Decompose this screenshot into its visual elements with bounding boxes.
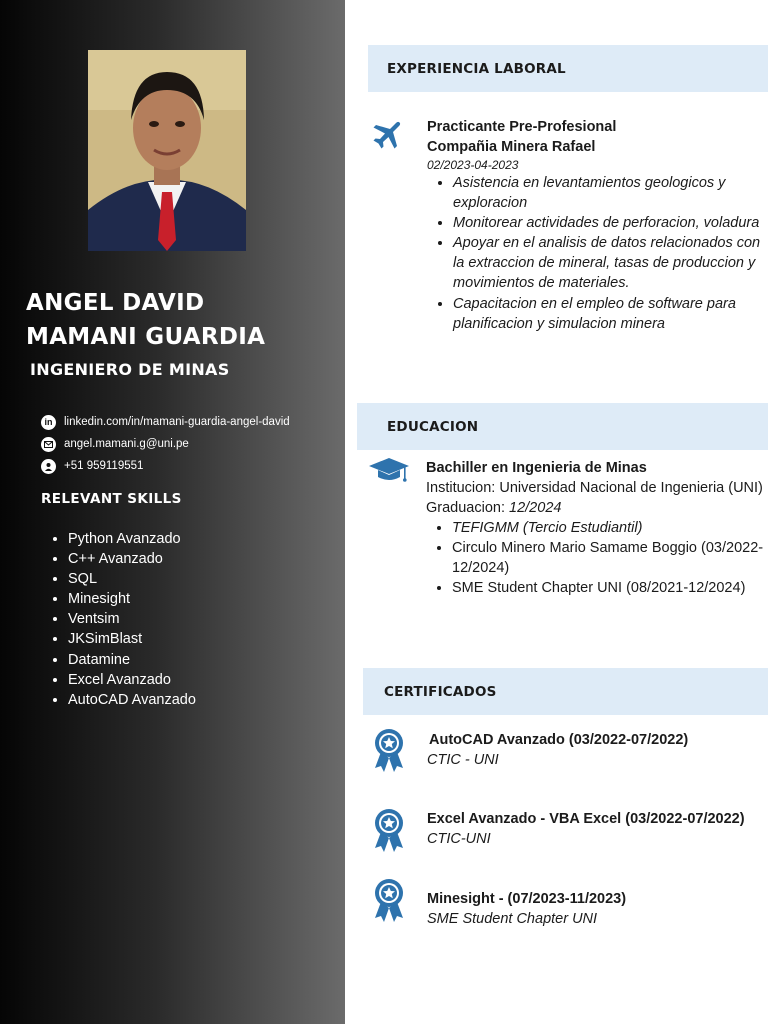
experience-company: Compañia Minera Rafael	[427, 139, 596, 155]
award-ribbon-icon	[371, 728, 407, 779]
experience-bullet: • Monitorear actividades de perforacion, voladura	[453, 213, 762, 233]
email-icon	[41, 437, 56, 452]
sidebar	[0, 0, 345, 1024]
graduation-date: 12/2024	[505, 500, 562, 517]
name-line-2: MAMANI GUARDIA	[26, 324, 266, 350]
certificates-heading: CERTIFICADOS	[363, 668, 768, 715]
skill-item: • AutoCAD Avanzado	[68, 690, 196, 710]
email-text: angel.mamani.g@uni.pe	[64, 438, 189, 450]
skill-item: • Python Avanzado	[68, 529, 196, 549]
contact-list	[41, 411, 290, 477]
linkedin-text: linkedin.com/in/mamani-guardia-angel-david	[64, 416, 290, 428]
phone-text: +51 959119551	[64, 460, 144, 472]
certificate-entry	[429, 730, 759, 770]
certificate-issuer: SME Student Chapter UNI	[427, 911, 598, 927]
skills-list	[50, 529, 196, 710]
user-icon	[41, 459, 56, 474]
skill-item: • JKSimBlast	[68, 629, 196, 649]
award-ribbon-icon	[371, 878, 407, 929]
certificate-issuer: CTIC - UNI	[427, 752, 499, 768]
linkedin-icon: in	[41, 415, 56, 430]
experience-heading: EXPERIENCIA LABORAL	[368, 45, 768, 92]
education-heading: EDUCACION	[357, 403, 768, 450]
skill-item: • Excel Avanzado	[68, 670, 196, 690]
award-ribbon-icon	[371, 808, 407, 859]
graduation-label: Graduacion:	[426, 500, 505, 517]
certificate-title: Excel Avanzado - VBA Excel (03/2022-07/2022)	[427, 811, 745, 827]
profile-photo	[88, 50, 246, 251]
skill-item: • C++ Avanzado	[68, 549, 196, 569]
skills-title: RELEVANT SKILLS	[41, 491, 182, 507]
skill-item: • Minesight	[68, 589, 196, 609]
contact-email[interactable]	[41, 433, 290, 455]
education-item: • Circulo Minero Mario Samame Boggio (03/2022-12/2024)	[452, 538, 766, 578]
contact-linkedin[interactable]	[41, 411, 290, 433]
skill-item: • Ventsim	[68, 609, 196, 629]
experience-bullets	[427, 173, 762, 334]
education-entry	[426, 458, 766, 599]
certificate-entry	[427, 889, 757, 929]
experience-bullet: • Apoyar en el analisis de datos relacionados con la extraccion de mineral, tasas de produccion y movimientos de materiales.	[453, 233, 762, 293]
name-line-1: ANGEL DAVID	[26, 290, 205, 316]
experience-bullet: • Capacitacion en el empleo de software para planificacion y simulacion minera	[453, 294, 762, 334]
graduation-cap-icon	[369, 458, 409, 491]
experience-dates: 02/2023-04-2023	[427, 158, 519, 172]
skill-item: • Datamine	[68, 650, 196, 670]
experience-bullet: • Asistencia en levantamientos geologicos y exploracion	[453, 173, 762, 213]
education-item: • SME Student Chapter UNI (08/2021-12/2024)	[452, 578, 766, 598]
experience-title: Practicante Pre-Profesional	[427, 119, 617, 135]
education-institution: Institucion: Universidad Nacional de Ingenieria (UNI)	[426, 480, 763, 496]
education-items	[426, 518, 766, 598]
job-role: INGENIERO DE MINAS	[30, 360, 230, 379]
skill-item: • SQL	[68, 569, 196, 589]
education-degree: Bachiller en Ingenieria de Minas	[426, 460, 647, 476]
certificate-title: AutoCAD Avanzado (03/2022-07/2022)	[429, 732, 689, 748]
education-graduation	[426, 498, 766, 518]
education-item: • TEFIGMM (Tercio Estudiantil)	[452, 518, 766, 538]
contact-phone	[41, 455, 290, 477]
certificate-title: Minesight - (07/2023-11/2023)	[427, 891, 627, 907]
certificate-issuer: CTIC-UNI	[427, 831, 491, 847]
certificate-entry	[427, 809, 747, 849]
full-name	[26, 286, 265, 354]
experience-entry	[427, 117, 762, 334]
airplane-icon	[370, 120, 402, 157]
